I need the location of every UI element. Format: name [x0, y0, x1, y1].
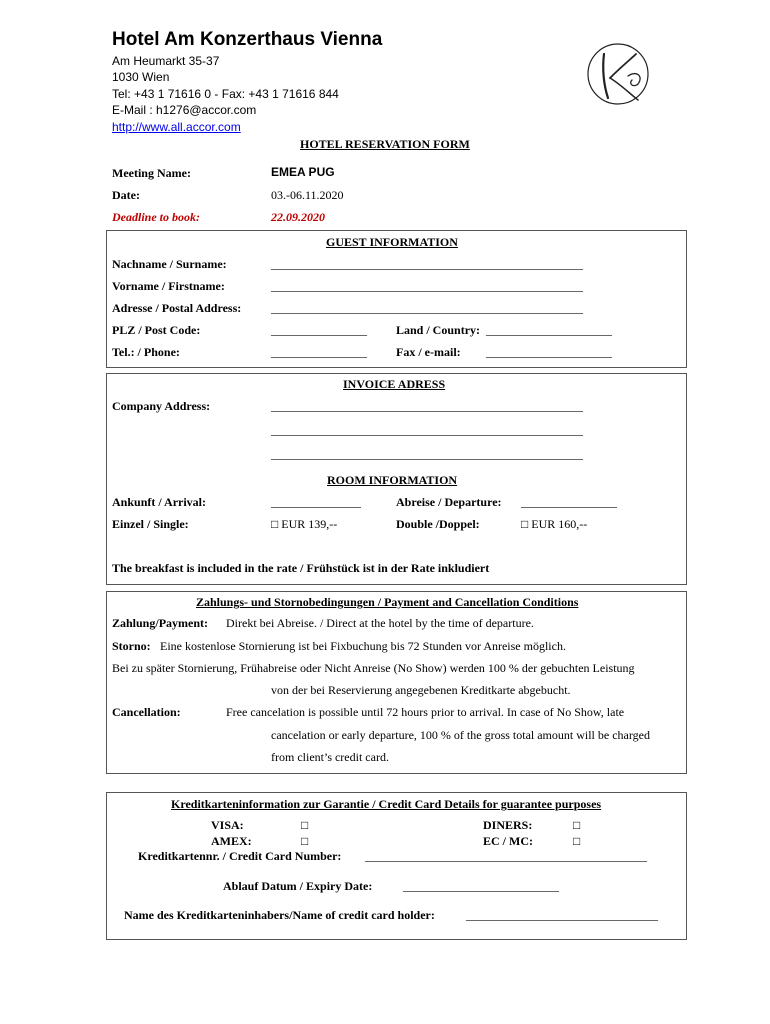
invoice-heading: INVOICE ADRESS	[343, 377, 446, 391]
visa-label: VISA:	[211, 818, 244, 832]
meeting-label: Meeting Name:	[112, 166, 191, 180]
room-heading: ROOM INFORMATION	[327, 473, 458, 487]
ecmc-label: EC / MC:	[483, 834, 533, 848]
postcode-label: PLZ / Post Code:	[112, 323, 201, 337]
surname-label: Nachname / Surname:	[112, 257, 227, 271]
diners-checkbox[interactable]: □	[573, 818, 581, 832]
amex-checkbox[interactable]: □	[301, 834, 309, 848]
storno-text: Eine kostenlose Stornierung ist bei Fixbuchung bis 72 Stunden vor Anreise möglich.	[160, 639, 566, 653]
address-field[interactable]: ____________________________________________________	[271, 301, 583, 315]
cancellation-text-3: from client’s credit card.	[271, 750, 389, 764]
single-rate-checkbox[interactable]: □ EUR 139,--	[271, 517, 338, 531]
expiry-label: Ablauf Datum / Expiry Date:	[223, 879, 373, 893]
cancellation-text-2: cancelation or early departure, 100 % of the gross total amount will be charged	[271, 728, 650, 742]
card-number-label: Kreditkartennr. / Credit Card Number:	[138, 849, 342, 863]
payment-label: Zahlung/Payment:	[112, 616, 209, 630]
expiry-field[interactable]: __________________________	[403, 879, 559, 893]
arrival-field[interactable]: _______________	[271, 495, 361, 509]
breakfast-note: The breakfast is included in the rate / Frühstück ist in der Rate inkludiert	[112, 561, 490, 575]
address-label: Adresse / Postal Address:	[112, 301, 242, 315]
payment-text: Direkt bei Abreise. / Direct at the hotel by the time of departure.	[226, 616, 534, 630]
cancellation-text-1: Free cancelation is possible until 72 hours prior to arrival. In case of No Show, late	[226, 705, 625, 719]
card-number-field[interactable]: _______________________________________________	[365, 849, 647, 863]
phone-label: Tel.: / Phone:	[112, 345, 180, 359]
card-holder-label: Name des Kreditkarteninhabers/Name of credit card holder:	[124, 908, 435, 922]
firstname-label: Vorname / Firstname:	[112, 279, 225, 293]
fax-field[interactable]: _____________________	[486, 345, 612, 359]
country-label: Land / Country:	[396, 323, 481, 337]
postcode-field[interactable]: ________________	[271, 323, 367, 337]
surname-field[interactable]: ____________________________________________________	[271, 257, 583, 271]
double-rate-checkbox[interactable]: □ EUR 160,--	[521, 517, 588, 531]
ecmc-checkbox[interactable]: □	[573, 834, 581, 848]
conditions-heading: Zahlungs- und Stornobedingungen / Payment and Cancellation Conditions	[196, 595, 579, 609]
card-holder-field[interactable]: ________________________________	[466, 908, 658, 922]
hotel-email: E-Mail : h1276@accor.com	[112, 103, 257, 117]
firstname-field[interactable]: ____________________________________________________	[271, 279, 583, 293]
hotel-street: Am Heumarkt 35-37	[112, 54, 220, 68]
country-field[interactable]: _____________________	[486, 323, 612, 337]
date-value: 03.-06.11.2020	[271, 188, 344, 202]
deadline-label: Deadline to book:	[112, 210, 200, 224]
credit-card-heading: Kreditkarteninformation zur Garantie / Credit Card Details for guarantee purposes	[171, 797, 602, 811]
form-title: HOTEL RESERVATION FORM	[300, 137, 470, 151]
hotel-city: 1030 Wien	[112, 70, 170, 84]
double-label: Double /Doppel:	[396, 517, 480, 531]
hotel-tel-fax: Tel: +43 1 71616 0 - Fax: +43 1 71616 844	[112, 87, 339, 101]
departure-field[interactable]: ________________	[521, 495, 617, 509]
date-label: Date:	[112, 188, 140, 202]
meeting-value: EMEA PUG	[271, 165, 335, 179]
late-cancel-text-1: Bei zu später Stornierung, Frühabreise oder Nicht Anreise (No Show) werden 100 % der gebuchten Leistung	[112, 661, 635, 675]
departure-label: Abreise / Departure:	[396, 495, 502, 509]
deadline-value: 22.09.2020	[271, 210, 325, 224]
logo-letter: K	[582, 40, 583, 41]
fax-label: Fax / e-mail:	[396, 345, 461, 359]
storno-label: Storno:	[112, 639, 151, 653]
diners-label: DINERS:	[483, 818, 533, 832]
company-address-line-1[interactable]: ____________________________________________________	[271, 399, 583, 413]
cancellation-label: Cancellation:	[112, 705, 181, 719]
late-cancel-text-2: von der bei Reservierung angegebenen Kreditkarte abgebucht.	[271, 683, 571, 697]
company-address-line-2[interactable]: ____________________________________________________	[271, 423, 583, 437]
visa-checkbox[interactable]: □	[301, 818, 309, 832]
hotel-logo	[582, 40, 656, 110]
company-address-line-3[interactable]: ____________________________________________________	[271, 447, 583, 461]
company-address-label: Company Address:	[112, 399, 211, 413]
hotel-website-link[interactable]: http://www.all.accor.com	[112, 120, 241, 134]
single-label: Einzel / Single:	[112, 517, 189, 531]
phone-field[interactable]: ________________	[271, 345, 367, 359]
arrival-label: Ankunft / Arrival:	[112, 495, 207, 509]
amex-label: AMEX:	[211, 834, 252, 848]
guest-heading: GUEST INFORMATION	[326, 235, 458, 249]
hotel-name: Hotel Am Konzerthaus Vienna	[112, 29, 383, 50]
